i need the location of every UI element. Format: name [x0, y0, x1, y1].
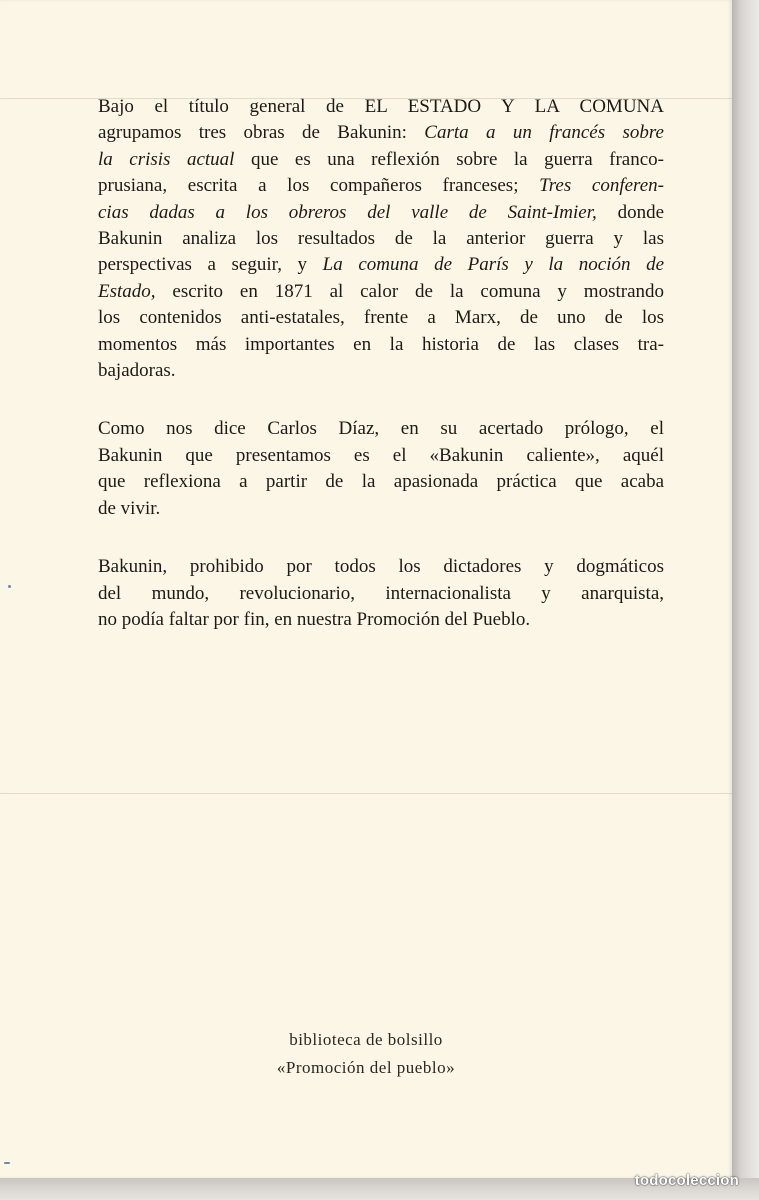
text-line: [98, 581, 664, 607]
text-run: Bakunin, prohibido por todos los dictadores y dogmáticos: [98, 556, 664, 578]
text-line: [98, 554, 664, 580]
text-line: [98, 332, 664, 358]
page-edge: [732, 0, 759, 1200]
watermark: todocoleccion: [634, 1172, 739, 1189]
text-run: de vivir.: [98, 497, 161, 519]
blurb-paragraph: [98, 416, 664, 522]
text-line: [98, 607, 664, 633]
text-line: [98, 279, 664, 305]
italic-title-text: Estado,: [98, 280, 156, 302]
text-run: momentos más importantes en la historia de las clases tra-: [98, 333, 664, 355]
text-line: [98, 226, 664, 252]
text-line: [98, 469, 664, 495]
text-line: [98, 358, 664, 384]
text-run: perspectivas a seguir, y: [98, 254, 323, 276]
text-run: que es una reflexión sobre la guerra franco-: [234, 148, 664, 170]
text-line: [98, 173, 664, 199]
blurb-paragraph: [98, 554, 664, 633]
text-line: [98, 147, 664, 173]
text-run: que reflexiona a partir de la apasionada práctica que acaba: [98, 471, 664, 493]
text-run: agrupamos tres obras de Bakunin:: [98, 122, 425, 144]
text-run: los contenidos anti-estatales, frente a Marx, de uno de los: [98, 307, 664, 329]
text-line: [98, 496, 664, 522]
collection-name: «Promoción del pueblo»: [276, 1058, 456, 1077]
text-run: Como nos dice Carlos Díaz, en su acertado prólogo, el: [98, 418, 664, 440]
blurb-text: [98, 94, 664, 665]
italic-title-text: La comuna de París y la noción de: [322, 254, 665, 276]
text-line: [98, 94, 664, 120]
text-run: del mundo, revolucionario, internacionalista y anarquista,: [98, 582, 664, 604]
text-run: Bakunin que presentamos es el «Bakunin caliente», aquél: [98, 444, 664, 466]
text-line: [98, 120, 664, 146]
text-run: escrito en 1871 al calor de la comuna y mostrando: [155, 280, 664, 302]
text-run: Bakunin analiza los resultados de la anterior guerra y las: [98, 228, 664, 250]
speck: [8, 585, 11, 588]
text-run: bajadoras.: [98, 360, 176, 382]
blurb-paragraph: [98, 94, 664, 384]
italic-title-text: Tres conferen-: [539, 175, 664, 197]
text-line: [98, 200, 664, 226]
italic-title-text: Carta a un francés sobre: [424, 122, 664, 144]
text-run: Bajo el título general de EL ESTADO Y LA COMUNA: [98, 96, 664, 117]
text-line: [98, 416, 664, 442]
text-run: no podía faltar por fin, en nuestra Promoción del Pueblo.: [98, 608, 531, 630]
italic-title-text: cias dadas a los obreros del valle de Saint-Imier,: [98, 201, 597, 223]
series-name: biblioteca de bolsillo: [289, 1030, 443, 1049]
fold-line: [0, 793, 732, 794]
italic-title-text: la crisis actual: [98, 148, 235, 170]
text-line: [98, 305, 664, 331]
speck: [4, 1162, 10, 1164]
text-run: donde: [596, 201, 664, 223]
text-run: prusiana, escrita a los compañeros franceses;: [98, 175, 540, 197]
text-line: [98, 443, 664, 469]
text-line: [98, 252, 664, 278]
